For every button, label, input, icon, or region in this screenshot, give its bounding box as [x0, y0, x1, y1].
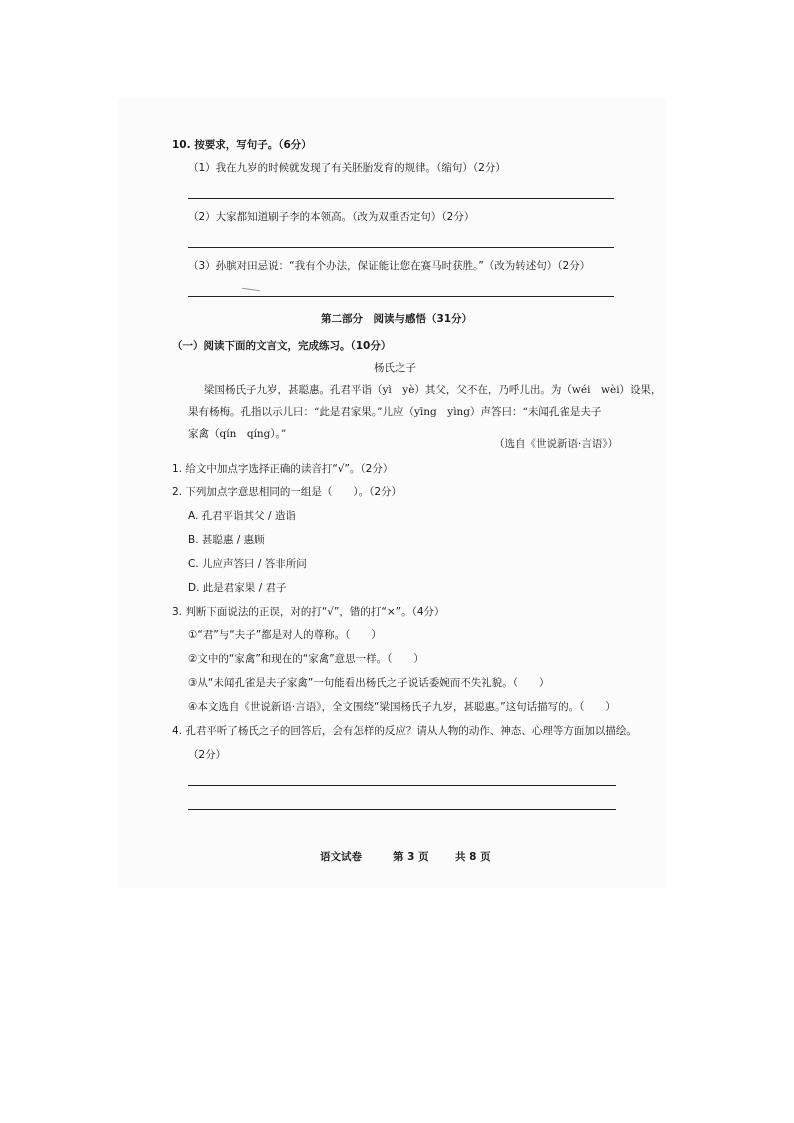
- footer-page: 第 3 页: [393, 851, 429, 863]
- question-2: 2. 下列加点字意思相同的一组是（ ）。（2分）: [172, 486, 403, 498]
- passage-title: 杨氏之子: [374, 362, 416, 374]
- q10-title: 10. 按要求，写句子。（6分）: [172, 139, 312, 151]
- passage-line-3: 家禽（qín qíng）。”: [188, 428, 287, 440]
- q10-item-1: （1）我在九岁的时候就发现了有关胚胎发育的规律。（缩句）（2分）: [188, 162, 506, 174]
- q3-item-3: ③从“未闻孔雀是夫子家禽”一句能看出杨氏之子说话委婉而不失礼貌。（ ）: [188, 677, 550, 689]
- q3-item-1: ①“君”与“夫子”都是对人的尊称。（ ）: [188, 629, 382, 641]
- answer-line: [188, 198, 614, 199]
- passage-line-2: 果有杨梅。孔指以示儿曰：“此是君家果。”儿应（yīng yìng）声答曰：“未闻孔雀是夫子: [188, 406, 602, 418]
- q2-option-a: A. 孔君平诣其父 / 造诣: [188, 510, 296, 522]
- q3-item-4: ④本文选自《世说新语·言语》，全文围绕“梁国杨氏子九岁，甚聪惠。”这句话描写的。（ ）: [188, 701, 616, 713]
- footer-total: 共 8 页: [455, 851, 491, 863]
- answer-line: [188, 247, 614, 248]
- q2-option-d: D. 此是君家果 / 君子: [188, 582, 287, 594]
- section1-title: （一）阅读下面的文言文，完成练习。（10分）: [172, 340, 392, 352]
- q2-option-c: C. 儿应声答曰 / 答非所问: [188, 558, 307, 570]
- footer-subject: 语文试卷: [320, 851, 362, 863]
- question-3: 3. 判断下面说法的正误，对的打“√”，错的打“×”。（4分）: [172, 606, 445, 618]
- passage-source: （选自《世说新语·言语》）: [494, 438, 619, 450]
- q10-item-3: （3）孙膑对田忌说：“我有个办法，保证能让您在赛马时获胜。”（改为转述句）（2分）: [188, 260, 591, 272]
- passage-line-1: 梁国杨氏子九岁，甚聪惠。孔君平诣（yì yè）其父，父不在，乃呼儿出。为（wéi wèi）设果，: [204, 384, 662, 396]
- q10-item-2: （2）大家都知道刷子李的本领高。（改为双重否定句）（2分）: [188, 211, 475, 223]
- q2-option-b: B. 甚聪惠 / 惠顾: [188, 534, 265, 546]
- question-4: 4. 孔君平听了杨氏之子的回答后，会有怎样的反应？请从人物的动作、神态、心理等方面加以描绘。: [172, 725, 637, 737]
- answer-line: [188, 785, 616, 786]
- answer-line: [188, 296, 614, 297]
- part2-title: 第二部分 阅读与感悟（31分）: [321, 313, 473, 325]
- answer-line: [188, 809, 616, 810]
- question-1: 1. 给文中加点字选择正确的读音打“√”。（2分）: [172, 463, 394, 475]
- q3-item-2: ②文中的“家禽”和现在的“家禽”意思一样。（ ）: [188, 653, 424, 665]
- q4-score: （2分）: [188, 749, 227, 761]
